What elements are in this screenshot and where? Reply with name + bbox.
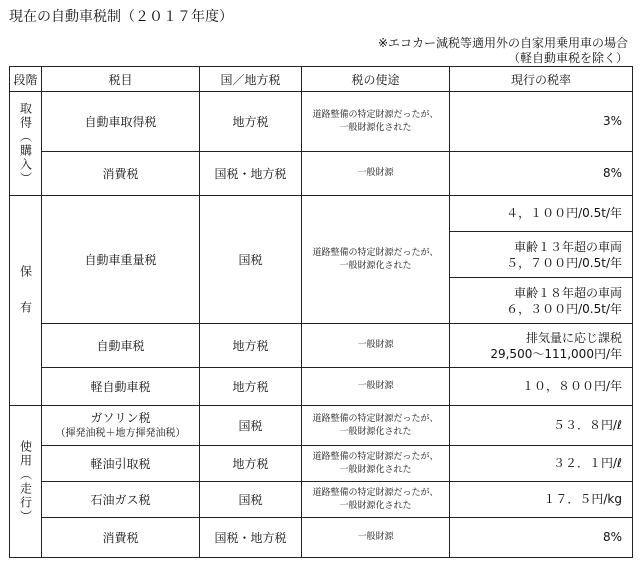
stage-acquire-label: 取得（購入） xyxy=(18,101,33,186)
tax-rate: ５３．８円/ℓ xyxy=(450,406,633,446)
tax-usage-line1: 道路整備の特定財源だったが、 xyxy=(312,109,439,120)
tax-usage xyxy=(302,406,450,446)
tax-item: 軽油引取税 xyxy=(42,446,200,482)
tax-rate-18yr xyxy=(450,278,633,324)
tax-type: 国税 xyxy=(200,482,302,518)
tax-usage xyxy=(302,92,450,152)
tax-usage: 一般財源 xyxy=(302,324,450,368)
tax-item xyxy=(42,406,200,446)
tax-usage-line1: 道路整備の特定財源だったが、 xyxy=(312,247,439,258)
table-row xyxy=(10,406,633,446)
tax-usage-line1: 道路整備の特定財源だったが、 xyxy=(312,413,439,424)
tax-usage-line2: 一般財源化された xyxy=(339,464,412,475)
tax-rate-18yr-value: ６，３００円/0.5t/年 xyxy=(506,301,622,316)
scope-note-exclusion: （軽自動車税を除く） xyxy=(507,51,628,65)
stage-acquire xyxy=(10,92,42,196)
table-header-row xyxy=(10,67,633,92)
tax-rate-13yr xyxy=(450,232,633,278)
tax-rate-13yr-value: ５，７００円/0.5t/年 xyxy=(506,255,622,270)
tax-usage: 一般財源 xyxy=(302,368,450,406)
tax-usage-line2: 一般財源化された xyxy=(339,122,412,133)
tax-usage-line2: 一般財源化された xyxy=(339,260,412,271)
tax-rate xyxy=(450,324,633,368)
col-header-usage: 税の使途 xyxy=(302,67,450,92)
table-row xyxy=(10,92,633,152)
tax-item-detail: （揮発油税＋地方揮発油税） xyxy=(55,427,186,439)
tax-rate-range: 29,500〜111,000円/年 xyxy=(490,346,622,361)
tax-usage-line1: 道路整備の特定財源だったが、 xyxy=(312,451,439,462)
tax-usage-line2: 一般財源化された xyxy=(339,426,412,437)
tax-usage xyxy=(302,446,450,482)
tax-type: 国税 xyxy=(200,196,302,324)
tax-rate: 3% xyxy=(450,92,633,152)
stage-use-label: 使用（走行） xyxy=(18,439,33,524)
tax-rate-standard: ４，１００円/0.5t/年 xyxy=(450,196,633,232)
tax-type: 地方税 xyxy=(200,368,302,406)
tax-item: 石油ガス税 xyxy=(42,482,200,518)
tax-type: 国税・地方税 xyxy=(200,152,302,196)
tax-item-name: ガソリン税 xyxy=(90,410,151,425)
tax-item: 自動車税 xyxy=(42,324,200,368)
tax-rate: １７．５円/kg xyxy=(450,482,633,518)
tax-type: 地方税 xyxy=(200,446,302,482)
tax-rate-18yr-label: 車齢１８年超の車両 xyxy=(513,285,622,300)
col-header-rate: 現行の税率 xyxy=(450,67,633,92)
scope-note: ※エコカー減税等適用外の自家用乗用車の場合 xyxy=(377,36,628,50)
table-row xyxy=(10,324,633,368)
tax-rate-basis: 排気量に応じ課税 xyxy=(525,330,622,345)
table-row xyxy=(10,368,633,406)
col-header-tax-type: 国／地方税 xyxy=(200,67,302,92)
tax-usage: 一般財源 xyxy=(302,518,450,558)
table-row xyxy=(10,152,633,196)
tax-type: 国税・地方税 xyxy=(200,518,302,558)
tax-item: 消費税 xyxy=(42,152,200,196)
tax-type: 国税 xyxy=(200,406,302,446)
tax-usage xyxy=(302,196,450,324)
tax-rate: 8% xyxy=(450,518,633,558)
stage-hold-label: 保有 xyxy=(18,264,33,337)
col-header-stage: 段階 xyxy=(10,67,42,92)
table-row xyxy=(10,196,633,232)
tax-rate: 8% xyxy=(450,152,633,196)
tax-table xyxy=(9,66,633,558)
tax-item: 自動車重量税 xyxy=(42,196,200,324)
tax-rate-13yr-label: 車齢１３年超の車両 xyxy=(513,239,622,254)
table-row xyxy=(10,446,633,482)
tax-item: 軽自動車税 xyxy=(42,368,200,406)
tax-usage: 一般財源 xyxy=(302,152,450,196)
tax-usage xyxy=(302,482,450,518)
stage-hold xyxy=(10,196,42,406)
table-row xyxy=(10,482,633,518)
tax-rate: ３２．１円/ℓ xyxy=(450,446,633,482)
stage-use xyxy=(10,406,42,558)
col-header-tax-item: 税目 xyxy=(42,67,200,92)
tax-item: 自動車取得税 xyxy=(42,92,200,152)
page-title: 現在の自動車税制（２０１７年度） xyxy=(9,9,233,25)
tax-usage-line1: 道路整備の特定財源だったが、 xyxy=(312,487,439,498)
tax-item: 消費税 xyxy=(42,518,200,558)
tax-type: 地方税 xyxy=(200,324,302,368)
table-row xyxy=(10,518,633,558)
tax-type: 地方税 xyxy=(200,92,302,152)
tax-usage-line2: 一般財源化された xyxy=(339,500,412,511)
tax-rate: １０，８００円/年 xyxy=(450,368,633,406)
